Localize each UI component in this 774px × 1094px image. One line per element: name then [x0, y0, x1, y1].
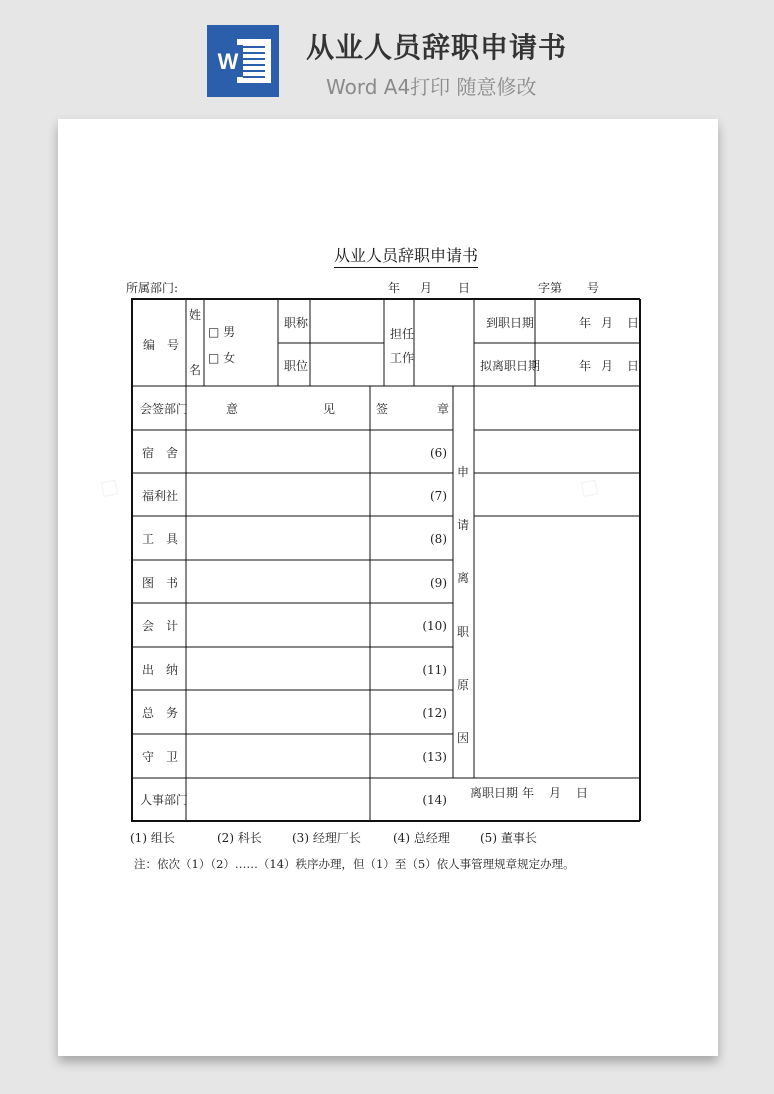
start-date-day: 日	[627, 316, 640, 330]
sign-header-a: 签	[376, 402, 389, 416]
dept-name: 会 计	[142, 619, 179, 633]
signature-code: (12)	[422, 706, 447, 720]
dept-name: 人事部门	[140, 793, 189, 807]
approver-role: (2) 科长	[217, 831, 262, 845]
signature-code: (7)	[430, 489, 447, 503]
opinion-header-b: 见	[323, 402, 336, 416]
page-title: 从业人员辞职申请书	[306, 31, 568, 64]
doc-number-label: 字第	[538, 281, 563, 295]
planned-leave-date-day: 日	[627, 359, 640, 373]
approver-role: (5) 董事长	[480, 831, 537, 845]
name-label-char-1: 姓	[188, 308, 201, 322]
signature-code: (10)	[422, 619, 447, 633]
leave-date-day: 日	[576, 786, 589, 800]
signature-code: (9)	[430, 576, 447, 590]
start-date-year: 年	[579, 316, 592, 330]
job-title-label: 职称	[284, 316, 309, 330]
svg-text:W: W	[217, 49, 239, 74]
dept-name: 宿 舍	[142, 446, 179, 460]
dept-name: 守 卫	[142, 750, 179, 764]
name-label-char-2: 名	[188, 363, 201, 377]
page-subtitle: Word A4打印 随意修改	[326, 75, 537, 99]
signature-code: (11)	[422, 663, 447, 677]
planned-leave-date-label: 拟离职日期	[480, 359, 541, 373]
doc-number-suffix: 号	[587, 281, 600, 295]
form-note: 注：依次（1）（2）……（14）秩序办理，但（1）至（5）依人事管理规章规定办理。	[134, 857, 575, 871]
form-title: 从业人员辞职申请书	[334, 246, 478, 268]
date-month: 月	[420, 281, 433, 295]
approver-role: (4) 总经理	[393, 831, 450, 845]
leave-date-label: 离职日期	[470, 786, 519, 800]
planned-leave-date-month: 月	[601, 359, 614, 373]
resignation-reason-label: 申请离职原因	[457, 465, 470, 746]
name-label	[188, 306, 202, 378]
dept-name: 福利社	[142, 489, 179, 503]
dept-label: 所属部门:	[126, 281, 179, 295]
gender-male-option[interactable]: □ 男	[208, 325, 236, 339]
start-date-label: 到职日期	[486, 316, 535, 330]
leave-date-year: 年	[522, 786, 535, 800]
planned-leave-date-year: 年	[579, 359, 592, 373]
approver-role: (1) 组长	[130, 831, 175, 845]
signature-code: (6)	[430, 446, 447, 460]
employee-number-label: 编 号	[143, 338, 180, 352]
dept-name: 工 具	[142, 532, 179, 546]
position-label: 职位	[284, 359, 309, 373]
start-date-month: 月	[601, 316, 614, 330]
dept-name: 图 书	[142, 576, 179, 590]
sign-dept-header: 会签部门	[140, 402, 189, 416]
sign-header-b: 章	[437, 402, 450, 416]
signature-code: (13)	[422, 750, 447, 764]
approver-role: (3) 经理厂长	[292, 831, 361, 845]
leave-date-month: 月	[549, 786, 562, 800]
dept-name: 出 纳	[142, 663, 179, 677]
date-day: 日	[458, 281, 471, 295]
gender-female-option[interactable]: □ 女	[208, 351, 236, 365]
signature-code: (14)	[422, 793, 447, 807]
dept-name: 总 务	[142, 706, 179, 720]
duty-label: 担任工作	[390, 327, 415, 365]
opinion-header-a: 意	[226, 402, 239, 416]
signature-code: (8)	[430, 532, 447, 546]
date-year: 年	[388, 281, 401, 295]
